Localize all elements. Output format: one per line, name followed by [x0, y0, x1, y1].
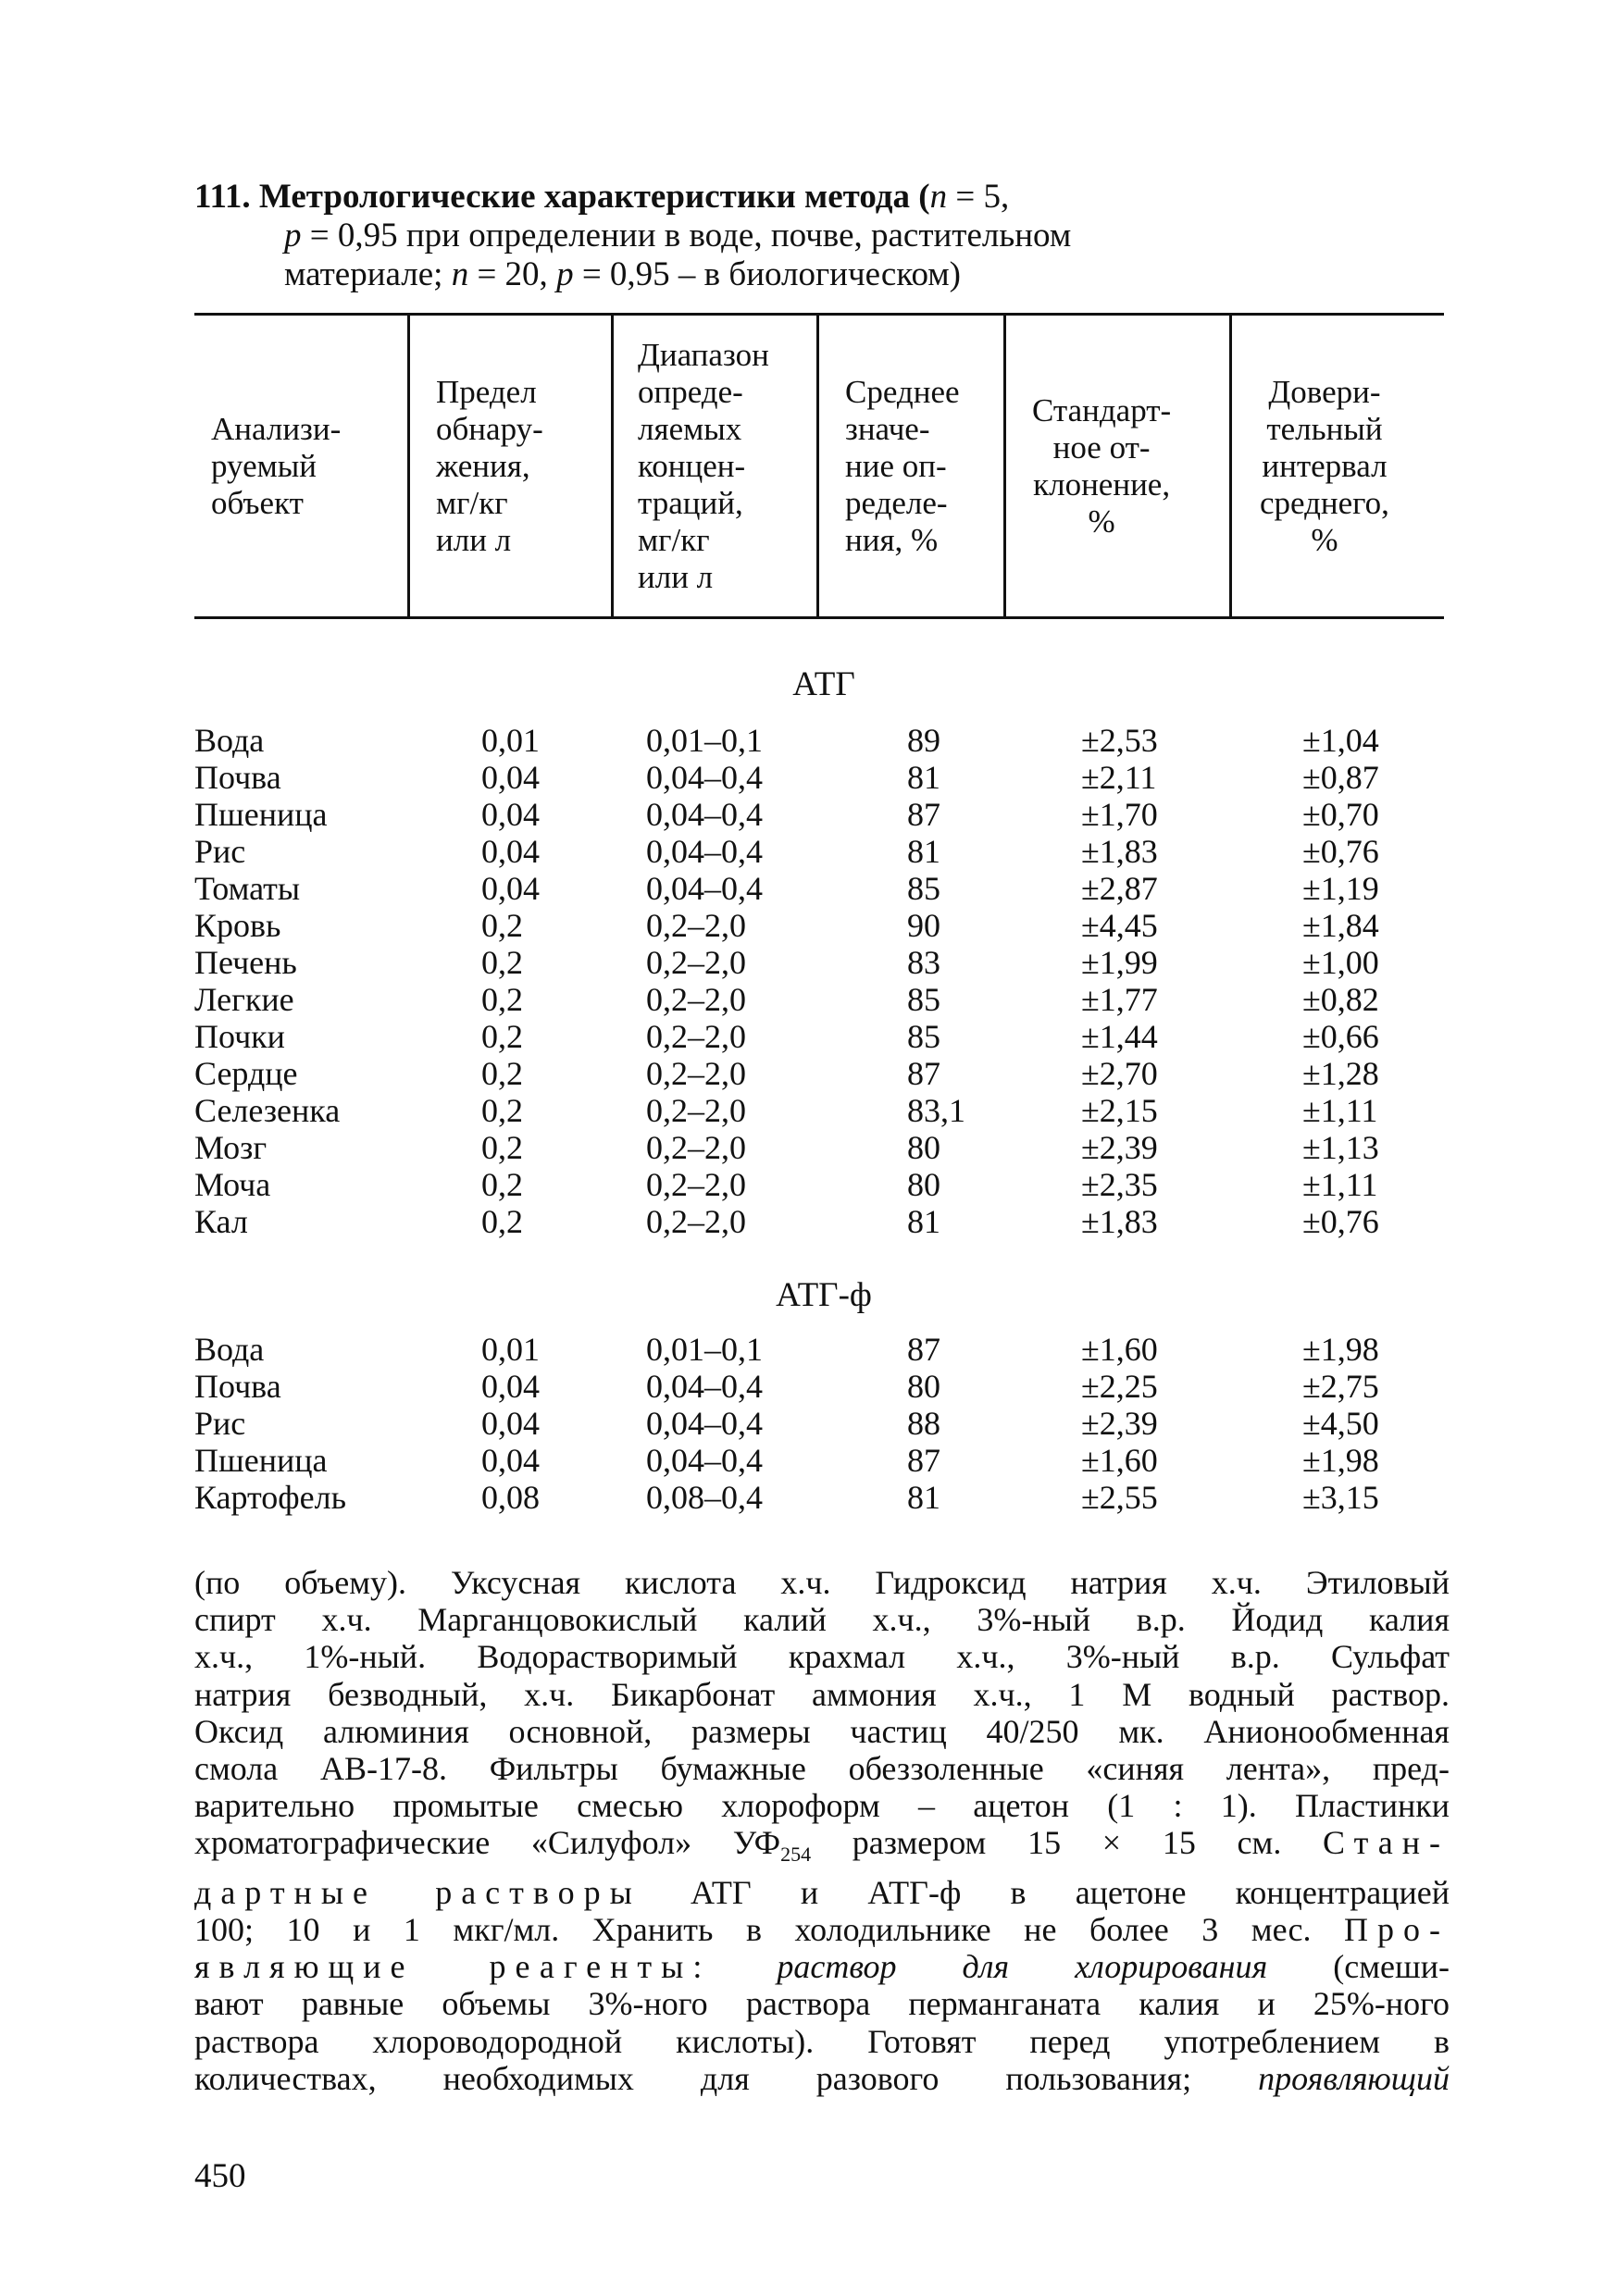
header-object: Анализи- руемый объект [211, 410, 342, 521]
table-row [194, 1129, 1444, 1166]
cell-confidence: ±1,13 [1302, 1129, 1379, 1166]
body-text-part: 100; 10 и 1 мкг/мл. Хранить в холодильнике не более 3 мес. [194, 1911, 1344, 1949]
table-row [194, 1331, 1444, 1368]
body-text-part: количествах, необходимых для разового пользования; [194, 2059, 1259, 2097]
body-text [194, 1564, 1450, 2097]
cell-detection-limit: 0,01 [481, 722, 540, 759]
cell-range: 0,01–0,1 [646, 722, 763, 759]
cell-range: 0,04–0,4 [646, 1405, 763, 1442]
body-text-part: размером 15 × 15 см. [811, 1824, 1324, 1862]
cell-mean: 80 [907, 1166, 940, 1203]
header-confidence: Довери- тельный интервал среднего, % [1229, 316, 1444, 616]
body-line: (по объему). Уксусная кислота х.ч. Гидроксид натрия х.ч. Этиловый [194, 1564, 1450, 1601]
cell-range: 0,04–0,4 [646, 759, 763, 796]
cell-detection-limit: 0,04 [481, 870, 540, 907]
cell-detection-limit: 0,01 [481, 1331, 540, 1368]
cell-range: 0,04–0,4 [646, 833, 763, 870]
body-line: натрия безводный, х.ч. Бикарбонат аммония х.ч., 1 М водный раствор. [194, 1675, 1450, 1713]
body-line [194, 1948, 1450, 1985]
cell-std-dev: ±1,77 [1081, 981, 1158, 1018]
cell-confidence: ±1,11 [1302, 1166, 1378, 1203]
table-row [194, 796, 1444, 833]
body-line [194, 1874, 1450, 1911]
cell-std-dev: ±1,99 [1081, 944, 1158, 981]
cell-object: Вода [194, 722, 265, 759]
section-title-atg: АТГ [792, 665, 855, 703]
body-spaced-text: являющие реагенты: [194, 1948, 712, 1986]
cell-range: 0,2–2,0 [646, 907, 746, 944]
cell-confidence: ±2,75 [1302, 1368, 1379, 1405]
cell-mean: 87 [907, 796, 940, 833]
cell-detection-limit: 0,04 [481, 1405, 540, 1442]
body-spaced-text: Про- [1344, 1911, 1450, 1949]
cell-std-dev: ±1,83 [1081, 1203, 1158, 1240]
cell-std-dev: ±1,70 [1081, 796, 1158, 833]
body-line [194, 2060, 1450, 2097]
cell-mean: 81 [907, 1203, 940, 1240]
header-detection-limit: Предел обнару- жения, мг/кг или л [407, 316, 611, 616]
cell-confidence: ±0,87 [1302, 759, 1379, 796]
table-row [194, 1203, 1444, 1240]
table-row [194, 1442, 1444, 1479]
cell-detection-limit: 0,2 [481, 1129, 523, 1166]
cell-object: Почки [194, 1018, 285, 1055]
cell-mean: 85 [907, 1018, 940, 1055]
cell-range: 0,2–2,0 [646, 1055, 746, 1092]
cell-detection-limit: 0,04 [481, 796, 540, 833]
cell-range: 0,2–2,0 [646, 1092, 746, 1129]
cell-detection-limit: 0,2 [481, 1203, 523, 1240]
cell-range: 0,2–2,0 [646, 1166, 746, 1203]
cell-std-dev: ±1,83 [1081, 833, 1158, 870]
caption-var-n: n [929, 178, 948, 216]
body-line: варительно промытые смесью хлороформ – ацетон (1 : 1). Пластинки [194, 1787, 1450, 1825]
cell-object: Пшеница [194, 796, 328, 833]
cell-confidence: ±0,76 [1302, 833, 1379, 870]
table-row [194, 1368, 1444, 1405]
caption-line-1-end: = 5, [947, 178, 1010, 216]
body-line: раствора хлороводородной кислоты). Готовят перед употреблением в [194, 2022, 1450, 2060]
body-line [194, 1824, 1450, 1873]
table-row [194, 870, 1444, 907]
body-italic-text: проявляющий [1258, 2059, 1450, 2097]
cell-range: 0,01–0,1 [646, 1331, 763, 1368]
cell-mean: 87 [907, 1055, 940, 1092]
cell-object: Сердце [194, 1055, 298, 1092]
cell-mean: 81 [907, 759, 940, 796]
body-line: х.ч., 1%-ный. Водорастворимый крахмал х.ч., 3%-ный в.р. Сульфат [194, 1638, 1450, 1676]
table-row [194, 1166, 1444, 1203]
cell-detection-limit: 0,2 [481, 1166, 523, 1203]
caption-line-3-start: материале; [284, 255, 452, 293]
cell-mean: 80 [907, 1129, 940, 1166]
cell-detection-limit: 0,08 [481, 1479, 540, 1516]
cell-detection-limit: 0,2 [481, 1092, 523, 1129]
cell-detection-limit: 0,04 [481, 759, 540, 796]
body-italic-text: раствор для хлорирования [711, 1948, 1268, 1986]
cell-object: Почва [194, 759, 281, 796]
cell-range: 0,2–2,0 [646, 981, 746, 1018]
cell-confidence: ±1,98 [1302, 1442, 1379, 1479]
caption-var-p2: p [556, 255, 574, 293]
cell-confidence: ±1,04 [1302, 722, 1379, 759]
caption-var-n2: n [451, 255, 469, 293]
cell-std-dev: ±1,60 [1081, 1331, 1158, 1368]
table-row [194, 833, 1444, 870]
cell-mean: 81 [907, 833, 940, 870]
cell-object: Пшеница [194, 1442, 328, 1479]
page-number: 450 [194, 2157, 246, 2195]
cell-object: Легкие [194, 981, 294, 1018]
cell-confidence: ±0,66 [1302, 1018, 1379, 1055]
cell-std-dev: ±2,87 [1081, 870, 1158, 907]
header-range: Диапазон опреде- ляемых концен- траций, мг/кг или л [611, 316, 816, 616]
cell-confidence: ±1,84 [1302, 907, 1379, 944]
cell-std-dev: ±1,44 [1081, 1018, 1158, 1055]
body-text-part: хроматографические «Силуфол» УФ [194, 1824, 781, 1862]
body-spaced-text: дартные растворы [194, 1873, 641, 1911]
cell-confidence: ±1,19 [1302, 870, 1379, 907]
cell-confidence: ±1,00 [1302, 944, 1379, 981]
cell-object: Рис [194, 833, 246, 870]
cell-std-dev: ±2,35 [1081, 1166, 1158, 1203]
cell-object: Вода [194, 1331, 265, 1368]
cell-confidence: ±4,50 [1302, 1405, 1379, 1442]
cell-object: Мозг [194, 1129, 268, 1166]
atg-rows [194, 722, 1444, 1240]
cell-std-dev: ±2,15 [1081, 1092, 1158, 1129]
table-row [194, 1018, 1444, 1055]
cell-mean: 83,1 [907, 1092, 965, 1129]
cell-mean: 85 [907, 870, 940, 907]
caption-line-2-text: = 0,95 при определении в воде, почве, растительном [301, 217, 1072, 254]
cell-detection-limit: 0,04 [481, 1368, 540, 1405]
cell-object: Томаты [194, 870, 301, 907]
header-mean: Среднее значе- ние оп- ределе- ния, % [816, 316, 1003, 616]
cell-mean: 87 [907, 1442, 940, 1479]
body-text-part: (смеши- [1267, 1948, 1450, 1986]
table-row [194, 1092, 1444, 1129]
body-line: вают равные объемы 3%-ного раствора перманганата калия и 25%-ного [194, 1985, 1450, 2023]
cell-std-dev: ±2,53 [1081, 722, 1158, 759]
header-std-dev: Стандарт- ное от- клонение, % [1003, 316, 1229, 616]
cell-range: 0,2–2,0 [646, 944, 746, 981]
cell-object: Селезенка [194, 1092, 341, 1129]
cell-range: 0,04–0,4 [646, 796, 763, 833]
cell-detection-limit: 0,2 [481, 981, 523, 1018]
cell-range: 0,2–2,0 [646, 1203, 746, 1240]
cell-range: 0,04–0,4 [646, 1442, 763, 1479]
cell-mean: 89 [907, 722, 940, 759]
cell-confidence: ±1,98 [1302, 1331, 1379, 1368]
table-header [194, 313, 1444, 619]
cell-detection-limit: 0,2 [481, 944, 523, 981]
cell-mean: 88 [907, 1405, 940, 1442]
table-row [194, 1405, 1444, 1442]
cell-detection-limit: 0,04 [481, 833, 540, 870]
cell-mean: 81 [907, 1479, 940, 1516]
cell-std-dev: ±2,39 [1081, 1129, 1158, 1166]
cell-range: 0,2–2,0 [646, 1129, 746, 1166]
table-row [194, 1479, 1444, 1516]
caption-var-p: p [284, 217, 302, 254]
cell-object: Картофель [194, 1479, 346, 1516]
cell-confidence: ±3,15 [1302, 1479, 1379, 1516]
cell-object: Рис [194, 1405, 246, 1442]
cell-range: 0,04–0,4 [646, 870, 763, 907]
table-row [194, 722, 1444, 759]
table-row [194, 1055, 1444, 1092]
table-row [194, 907, 1444, 944]
cell-range: 0,08–0,4 [646, 1479, 763, 1516]
cell-mean: 90 [907, 907, 940, 944]
cell-detection-limit: 0,2 [481, 907, 523, 944]
caption-line-3-mid: = 20, [468, 255, 557, 293]
section-title-atg-f: АТГ-ф [776, 1276, 872, 1314]
cell-detection-limit: 0,2 [481, 1018, 523, 1055]
cell-mean: 83 [907, 944, 940, 981]
cell-object: Кал [194, 1203, 248, 1240]
body-line: Оксид алюминия основной, размеры частиц 40/250 мк. Анионообменная [194, 1712, 1450, 1750]
cell-detection-limit: 0,04 [481, 1442, 540, 1479]
cell-std-dev: ±2,55 [1081, 1479, 1158, 1516]
body-line: смола АВ-17-8. Фильтры бумажные обеззоленные «синяя лента», пред- [194, 1750, 1450, 1788]
cell-std-dev: ±2,70 [1081, 1055, 1158, 1092]
cell-confidence: ±1,11 [1302, 1092, 1378, 1129]
table-caption [194, 178, 1472, 294]
cell-std-dev: ±4,45 [1081, 907, 1158, 944]
cell-std-dev: ±2,25 [1081, 1368, 1158, 1405]
table-row [194, 759, 1444, 796]
cell-object: Печень [194, 944, 297, 981]
cell-detection-limit: 0,2 [481, 1055, 523, 1092]
cell-mean: 85 [907, 981, 940, 1018]
caption-line-1-text: Метрологические характеристики метода ( [258, 178, 930, 216]
cell-mean: 87 [907, 1331, 940, 1368]
body-line [194, 1911, 1450, 1948]
body-text-part: АТГ и АТГ-ф в ацетоне концентрацией [641, 1873, 1450, 1911]
cell-mean: 80 [907, 1368, 940, 1405]
table-number: 111. [194, 178, 251, 216]
cell-confidence: ±0,70 [1302, 796, 1379, 833]
cell-object: Почва [194, 1368, 281, 1405]
caption-line-3-end: = 0,95 – в биологическом) [573, 255, 961, 293]
cell-range: 0,04–0,4 [646, 1368, 763, 1405]
cell-std-dev: ±2,39 [1081, 1405, 1158, 1442]
cell-std-dev: ±1,60 [1081, 1442, 1158, 1479]
cell-confidence: ±0,76 [1302, 1203, 1379, 1240]
body-line: спирт х.ч. Марганцовокислый калий х.ч., 3%-ный в.р. Йодид калия [194, 1601, 1450, 1639]
cell-confidence: ±0,82 [1302, 981, 1379, 1018]
table-row [194, 981, 1444, 1018]
atg-f-rows [194, 1331, 1444, 1516]
cell-range: 0,2–2,0 [646, 1018, 746, 1055]
cell-std-dev: ±2,11 [1081, 759, 1157, 796]
cell-object: Моча [194, 1166, 271, 1203]
body-subscript: 254 [780, 1843, 812, 1867]
cell-object: Кровь [194, 907, 281, 944]
body-spaced-text: Стан- [1323, 1824, 1450, 1862]
cell-confidence: ±1,28 [1302, 1055, 1379, 1092]
table-row [194, 944, 1444, 981]
